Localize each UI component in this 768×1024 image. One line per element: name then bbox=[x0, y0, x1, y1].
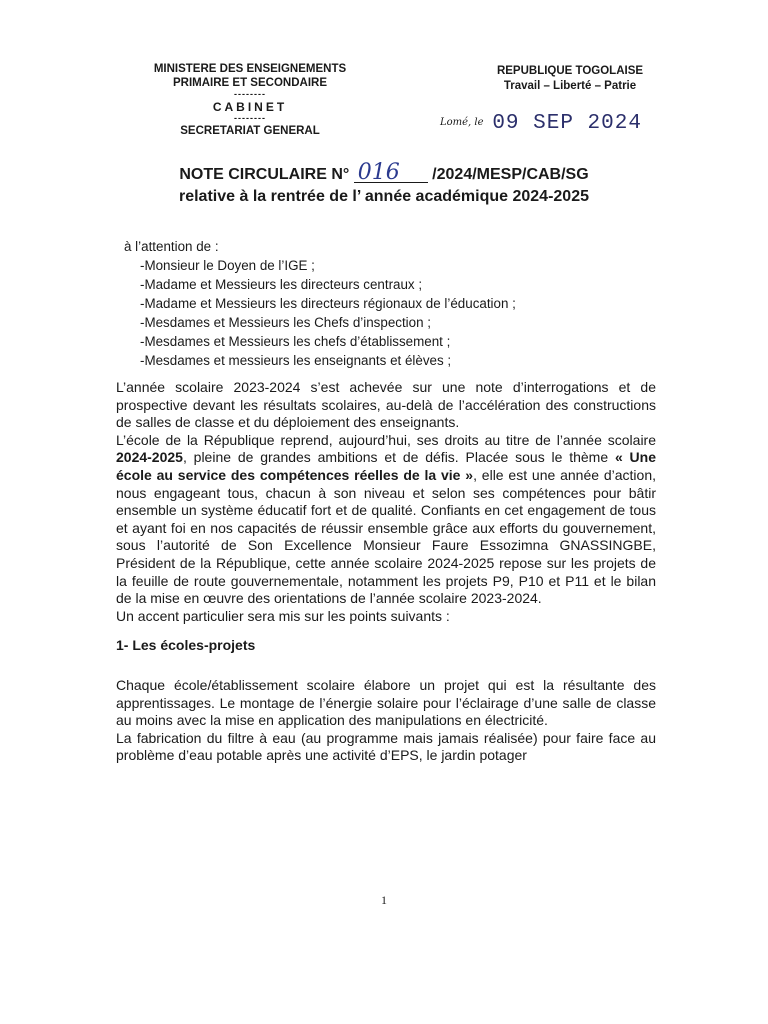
separator-1: -------- bbox=[234, 89, 266, 99]
circular-number: 016 bbox=[354, 164, 428, 183]
secretariat-label: SECRETARIAT GENERAL bbox=[180, 125, 320, 137]
attention-block bbox=[124, 237, 516, 370]
title-prefix: NOTE CIRCULAIRE N° bbox=[179, 166, 350, 183]
school-year: 2024-2025 bbox=[116, 449, 183, 466]
republic-header bbox=[490, 64, 650, 94]
republic-motto: Travail – Liberté – Patrie bbox=[503, 80, 637, 92]
separator-2: -------- bbox=[234, 113, 266, 123]
paragraph-5: La fabrication du filtre à eau (au programme mais jamais réalisée) pour faire face au problème d’eau potable après une activité d’EPS, le jardin potager bbox=[116, 729, 656, 764]
recipient-item: -Mesdames et Messieurs les Chefs d’inspection ; bbox=[140, 315, 431, 330]
cabinet-label: CABINET bbox=[212, 100, 288, 114]
attention-label: à l’attention de : bbox=[124, 239, 219, 254]
paragraph-1: L’année scolaire 2023-2024 s’est achevée sur une note d’interrogations et de prospective devant les résultats scolaires, au-delà de l’accélération des constructions de salles de classe et du déploiement des enseignants. bbox=[116, 379, 656, 431]
paragraph-2-text-b: , pleine de grandes ambitions et de défis. Placée sous le thème bbox=[182, 449, 615, 466]
recipient-item: -Monsieur le Doyen de l’IGE ; bbox=[140, 258, 315, 273]
recipient-item: -Mesdames et messieurs les enseignants et élèves ; bbox=[140, 353, 452, 368]
date-line bbox=[440, 112, 642, 135]
page-number: 1 bbox=[381, 893, 387, 907]
date-stamp: 09 SEP 2024 bbox=[492, 112, 642, 135]
recipient-item: -Madame et Messieurs les directeurs régionaux de l’éducation ; bbox=[140, 296, 516, 311]
paragraph-3: Un accent particulier sera mis sur les points suivants : bbox=[116, 607, 450, 624]
recipient-item: -Madame et Messieurs les directeurs centraux ; bbox=[140, 277, 423, 292]
body-text bbox=[116, 379, 656, 765]
ministry-header bbox=[140, 62, 360, 138]
section-heading-1: 1- Les écoles-projets bbox=[116, 637, 256, 654]
date-place: Lomé, le bbox=[440, 117, 484, 128]
ministry-line-2: PRIMAIRE ET SECONDAIRE bbox=[173, 77, 327, 89]
republic-name: REPUBLIQUE TOGOLAISE bbox=[496, 65, 644, 77]
title-suffix: /2024/MESP/CAB/SG bbox=[432, 166, 589, 183]
recipient-item: -Mesdames et Messieurs les chefs d’établissement ; bbox=[140, 334, 451, 349]
paragraph-4: Chaque école/établissement scolaire élabore un projet qui est la résultante des apprentissages. Le montage de l’énergie solaire pour l’éclairage d’une salle de classe au moins avec la mise en application des manipulations en électricité. bbox=[116, 676, 656, 729]
ministry-line-1: MINISTERE DES ENSEIGNEMENTS bbox=[153, 63, 347, 75]
paragraph-2-text-c: , elle est une année d’action, nous engageant tous, chacun à son niveau et selon ses compétences pour bâtir ensemble un système éducatif fort et de qualité. Confiants en cet engagement de tous et ayant foi en nos capacités de réussir ensemble grâce aux efforts du gouvernement, sous l’autorité de Son Excellence Monsieur Faure Essozimna GNASSINGBE, Président de la République, cette année scolaire 2024-2025 repose sur les projets de la feuille de route gouvernementale, notamment les projets P9, P10 et P11 et le bilan de la mise en œuvre des orientations de l’année scolaire 2023-2024. bbox=[116, 466, 656, 607]
paragraph-2-text-a: L’école de la République reprend, aujourd’hui, ses droits au titre de l’année scolaire bbox=[116, 431, 656, 448]
theme-quote: « Une école au service des compétences réelles de la vie » bbox=[116, 449, 657, 483]
circular-subtitle: relative à la rentrée de l’ année académique 2024-2025 bbox=[178, 188, 589, 205]
paragraph-2 bbox=[116, 432, 656, 608]
circular-title bbox=[0, 160, 768, 185]
